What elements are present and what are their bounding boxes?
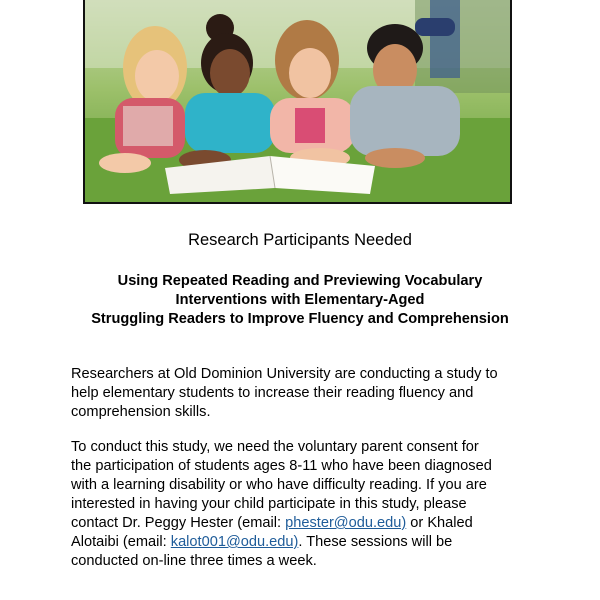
contact-text: . These sessions will be	[298, 534, 453, 550]
paragraph-line: comprehension skills.	[71, 404, 211, 420]
paragraph-line: the participation of students ages 8-11 who have been diagnosed	[71, 458, 492, 474]
email-link-alotaibi[interactable]: kalot001@odu.edu)	[170, 534, 299, 550]
photo-bg-person	[430, 0, 460, 78]
email-link-hester[interactable]: phester@odu.edu)	[285, 515, 407, 531]
consent-paragraph	[71, 438, 541, 571]
study-title-line: Using Repeated Reading and Previewing Vocabulary	[117, 273, 483, 289]
paragraph-line	[71, 514, 541, 533]
paragraph-line: To conduct this study, we need the voluntary parent consent for	[71, 439, 479, 455]
page-heading: Research Participants Needed	[188, 231, 412, 249]
contact-text: or Khaled	[406, 515, 473, 531]
study-title-line: Struggling Readers to Improve Fluency and Comprehension	[91, 311, 509, 327]
study-title-line: Interventions with Elementary-Aged	[175, 292, 425, 308]
study-title	[0, 272, 600, 329]
paragraph-line	[71, 533, 541, 552]
paragraph-line: conducted on-line three times a week.	[71, 553, 317, 569]
paragraph-line: help elementary students to increase their reading fluency and	[71, 385, 474, 401]
paragraph-line: Researchers at Old Dominion University are conducting a study to	[71, 366, 498, 382]
children-reading-photo	[83, 0, 512, 204]
paragraph-line: with a learning disability or who have difficulty reading. If you are	[71, 477, 487, 493]
contact-text: Alotaibi (email:	[71, 534, 171, 550]
contact-text: contact Dr. Peggy Hester (email:	[71, 515, 286, 531]
photo-illustration	[85, 0, 510, 202]
intro-paragraph	[71, 365, 541, 422]
paragraph-line: interested in having your child participate in this study, please	[71, 496, 467, 512]
photo-tree	[415, 0, 510, 93]
